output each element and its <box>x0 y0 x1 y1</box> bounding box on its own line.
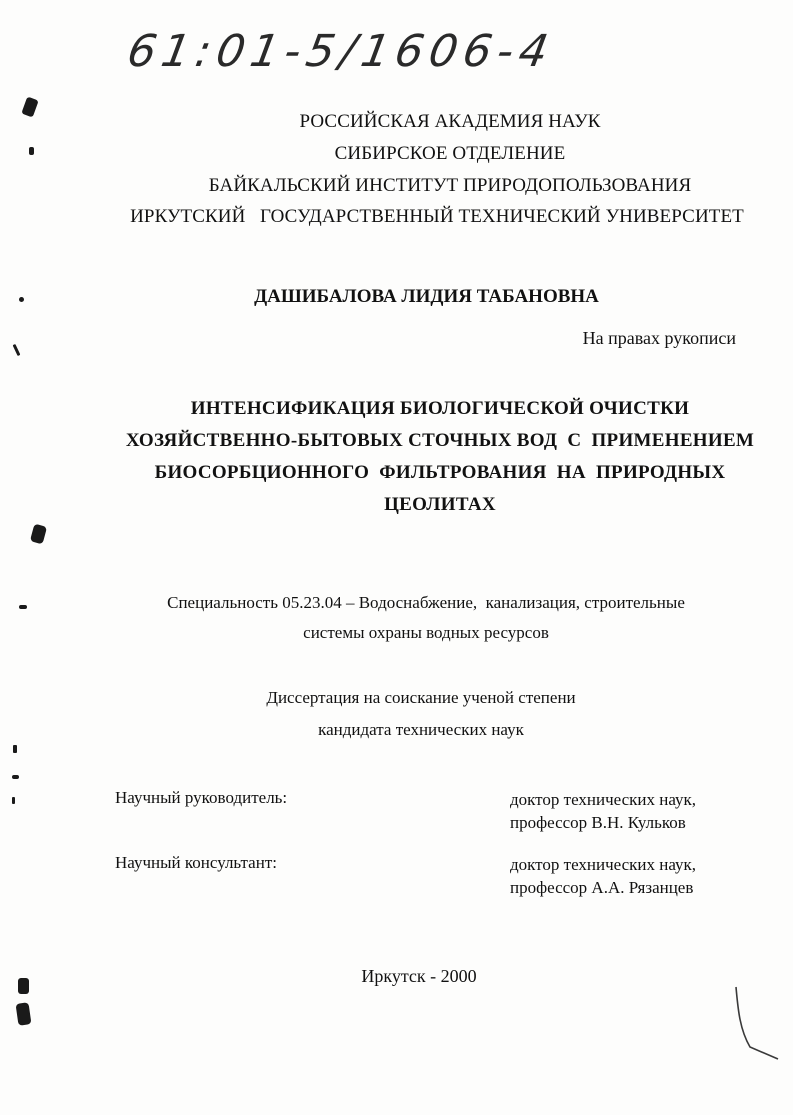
scan-mark <box>12 797 15 804</box>
scan-mark <box>16 1002 32 1026</box>
institution-institute: БАЙКАЛЬСКИЙ ИНСТИТУТ ПРИРОДОПОЛЬЗОВАНИЯ <box>208 175 692 196</box>
thesis-title-line: ХОЗЯЙСТВЕННО-БЫТОВЫХ СТОЧНЫХ ВОД С ПРИМЕНЕНИЕМ <box>125 430 755 451</box>
dissertation-line: Диссертация на соискание ученой степени <box>266 688 576 707</box>
thesis-title-line: ИНТЕНСИФИКАЦИЯ БИОЛОГИЧЕСКОЙ ОЧИСТКИ <box>190 398 690 419</box>
scan-mark <box>19 605 27 609</box>
institution-academy: РОССИЙСКАЯ АКАДЕМИЯ НАУК <box>299 111 601 132</box>
scan-mark <box>13 745 17 753</box>
dissertation-line: кандидата технических наук <box>318 720 524 739</box>
consultant-name: профессор А.А. Рязанцев <box>510 878 694 897</box>
institution-university: ИРКУТСКИЙ ГОСУДАРСТВЕННЫЙ ТЕХНИЧЕСКИЙ УНИВЕРСИТЕТ <box>130 206 744 227</box>
supervisor-name: профессор В.Н. Кульков <box>510 813 686 832</box>
supervisor-role: Научный руководитель: <box>115 788 288 807</box>
author-name: ДАШИБАЛОВА ЛИДИЯ ТАБАНОВНА <box>254 286 599 307</box>
archive-number-handwritten: 61:01-5/1606-4 <box>123 26 558 77</box>
thesis-title-line: БИОСОРБЦИОННОГО ФИЛЬТРОВАНИЯ НА ПРИРОДНЫХ <box>154 462 726 483</box>
scan-mark <box>18 978 29 994</box>
scan-mark <box>29 147 34 155</box>
consultant-role: Научный консультант: <box>115 853 277 872</box>
specialty-line: системы охраны водных ресурсов <box>303 623 549 642</box>
scan-mark <box>19 297 24 302</box>
pen-stroke <box>728 985 788 1065</box>
scan-mark <box>30 524 47 545</box>
thesis-title-line: ЦЕОЛИТАХ <box>384 494 496 515</box>
manuscript-note: На правах рукописи <box>582 328 736 348</box>
scan-mark <box>13 344 21 356</box>
city-year: Иркутск - 2000 <box>361 966 477 986</box>
institution-branch: СИБИРСКОЕ ОТДЕЛЕНИЕ <box>334 143 566 164</box>
scan-mark <box>12 775 19 779</box>
specialty-line: Специальность 05.23.04 – Водоснабжение, канализация, строительные <box>167 593 685 612</box>
consultant-degree: доктор технических наук, <box>510 855 697 874</box>
supervisor-degree: доктор технических наук, <box>510 790 697 809</box>
